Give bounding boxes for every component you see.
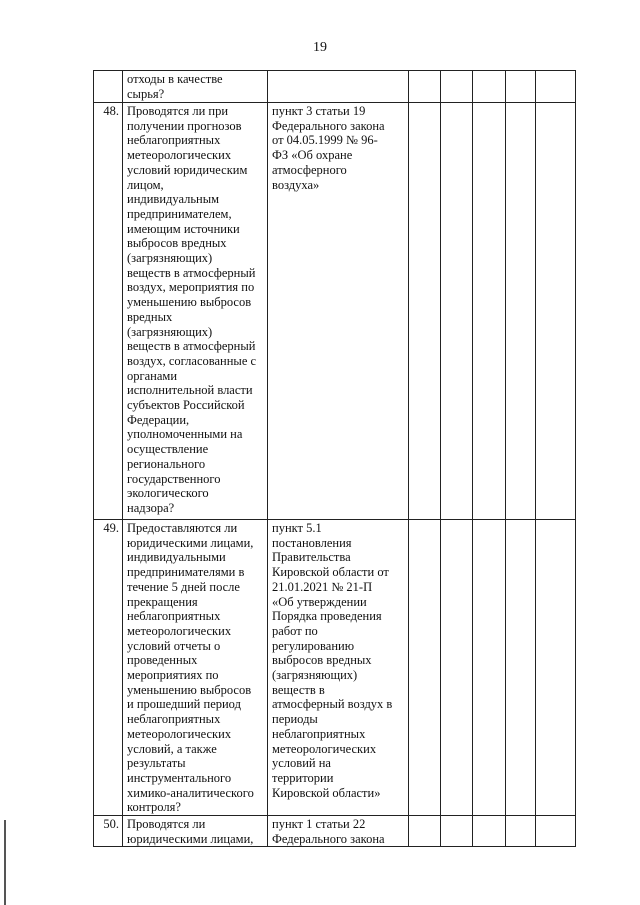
- table-row: [94, 103, 576, 520]
- table-body: [94, 71, 576, 847]
- cell-text-line: осуществление: [127, 442, 209, 457]
- cell-text-line: юридическими лицами,: [127, 831, 254, 846]
- row-number: 50.: [103, 817, 119, 832]
- row-number-cell: [94, 103, 123, 520]
- cell-text-line: Порядка проведения: [272, 609, 382, 624]
- cell-text-line: метеорологических: [127, 726, 232, 741]
- cell-text-line: пункт 3 статьи 19: [272, 104, 366, 118]
- cell-text-line: (загрязняющих): [127, 251, 213, 266]
- cell-text-line: контроля?: [127, 800, 181, 815]
- cell-text-line: метеорологических: [127, 148, 232, 163]
- cell-text-line: мероприятиях по: [127, 668, 219, 683]
- cell-text-line: атмосферный воздух в: [272, 697, 393, 712]
- cell-text-line: веществ в атмосферный: [127, 339, 256, 354]
- cell-text-line: инструментального: [127, 770, 232, 785]
- empty-cell: [536, 816, 576, 847]
- cell-text-line: неблагоприятных: [127, 133, 221, 148]
- reference-cell: [268, 520, 409, 816]
- cell-text-line: получении прогнозов: [127, 118, 242, 133]
- scan-edge-line: [4, 820, 6, 905]
- question-cell: [123, 816, 268, 847]
- cell-text-line: Федерального закона: [272, 118, 385, 133]
- empty-cell: [441, 816, 473, 847]
- row-number-cell: [94, 520, 123, 816]
- cell-text-line: работ по: [272, 623, 318, 638]
- cell-text-line: атмосферного: [272, 162, 347, 177]
- row-number: 48.: [103, 104, 119, 118]
- cell-text-line: условий юридическим: [127, 162, 248, 177]
- row-number: 49.: [103, 521, 119, 535]
- question-cell: [123, 103, 268, 520]
- cell-text-line: от 04.05.1999 № 96-: [272, 133, 378, 148]
- cell-text-line: условий, а также: [127, 741, 217, 756]
- empty-cell: [536, 520, 576, 816]
- row-number-cell: [94, 71, 123, 103]
- cell-text-line: уменьшению выбросов: [127, 682, 252, 697]
- cell-text-line: надзора?: [127, 500, 175, 515]
- empty-cell: [441, 71, 473, 103]
- cell-text-line: воздуха»: [272, 177, 320, 192]
- cell-text-line: результаты: [127, 756, 186, 771]
- cell-text-line: веществ в атмосферный: [127, 265, 256, 280]
- table-row: [94, 816, 576, 847]
- cell-text-line: Проводятся ли при: [127, 104, 229, 118]
- cell-text-line: лицом,: [127, 177, 164, 192]
- cell-text-line: Предоставляются ли: [127, 521, 238, 535]
- reference-cell: [268, 103, 409, 520]
- cell-text-line: субъектов Российской: [127, 398, 245, 413]
- cell-text-line: химико-аналитического: [127, 785, 254, 800]
- empty-cell: [441, 103, 473, 520]
- empty-cell: [409, 816, 441, 847]
- cell-text-line: «Об утверждении: [272, 594, 367, 609]
- cell-text-line: условий отчеты о: [127, 638, 221, 653]
- question-cell: [123, 520, 268, 816]
- empty-cell: [409, 520, 441, 816]
- cell-text-line: предпринимателем,: [127, 206, 232, 221]
- inspection-checklist-table: [93, 70, 576, 847]
- cell-text-line: и прошедший период: [127, 697, 241, 712]
- cell-text-line: выбросов вредных: [272, 653, 372, 668]
- cell-text-line: имеющим источники: [127, 221, 240, 236]
- cell-text-line: индивидуальными: [127, 550, 226, 565]
- empty-cell: [506, 103, 536, 520]
- cell-text-line: неблагоприятных: [127, 712, 221, 727]
- cell-text-line: условий на: [272, 756, 331, 771]
- cell-text-line: пункт 5.1: [272, 521, 322, 535]
- empty-cell: [506, 71, 536, 103]
- cell-text-line: экологического: [127, 486, 209, 501]
- cell-text-line: Правительства: [272, 550, 351, 565]
- cell-text-line: воздух, мероприятия по: [127, 280, 255, 295]
- empty-cell: [473, 816, 506, 847]
- reference-cell: [268, 71, 409, 103]
- cell-text-line: постановления: [272, 535, 352, 550]
- cell-text-line: 21.01.2021 № 21-П: [272, 579, 373, 594]
- cell-text-line: регулированию: [272, 638, 355, 653]
- cell-text-line: индивидуальным: [127, 192, 220, 207]
- cell-text-line: отходы в качестве: [127, 72, 223, 86]
- cell-text-line: неблагоприятных: [272, 726, 366, 741]
- table-row: [94, 71, 576, 103]
- cell-text-line: уменьшению выбросов: [127, 295, 252, 310]
- cell-text-line: воздух, согласованные с: [127, 353, 257, 368]
- cell-text-line: территории: [272, 770, 334, 785]
- cell-text-line: Федерального закона: [272, 831, 385, 846]
- cell-text-line: ФЗ «Об охране: [272, 148, 353, 163]
- cell-text-line: (загрязняющих): [272, 668, 358, 683]
- cell-text-line: метеорологических: [272, 741, 377, 756]
- empty-cell: [409, 71, 441, 103]
- cell-text-line: пункт 1 статьи 22: [272, 817, 366, 832]
- question-cell: [123, 71, 268, 103]
- cell-text-line: прекращения: [127, 594, 198, 609]
- empty-cell: [409, 103, 441, 520]
- cell-text-line: государственного: [127, 471, 221, 486]
- cell-text-line: периоды: [272, 712, 318, 727]
- cell-text-line: неблагоприятных: [127, 609, 221, 624]
- empty-cell: [506, 816, 536, 847]
- cell-text-line: исполнительной власти: [127, 383, 253, 398]
- cell-text-line: органами: [127, 368, 178, 383]
- row-number-cell: [94, 816, 123, 847]
- empty-cell: [536, 71, 576, 103]
- cell-text-line: Проводятся ли: [127, 817, 206, 832]
- page-number: 19: [313, 40, 327, 55]
- cell-text-line: веществ в: [272, 682, 325, 697]
- cell-text-line: регионального: [127, 456, 206, 471]
- cell-text-line: метеорологических: [127, 623, 232, 638]
- cell-text-line: предпринимателями в: [127, 565, 245, 580]
- cell-text-line: течение 5 дней после: [127, 579, 240, 594]
- empty-cell: [473, 71, 506, 103]
- cell-text-line: выбросов вредных: [127, 236, 227, 251]
- cell-text-line: вредных: [127, 309, 173, 324]
- empty-cell: [473, 520, 506, 816]
- table-row: [94, 520, 576, 816]
- empty-cell: [473, 103, 506, 520]
- empty-cell: [506, 520, 536, 816]
- cell-text-line: (загрязняющих): [127, 324, 213, 339]
- cell-text-line: Федерации,: [127, 412, 190, 427]
- cell-text-line: проведенных: [127, 653, 198, 668]
- cell-text-line: юридическими лицами,: [127, 535, 254, 550]
- cell-text-line: Кировской области от: [272, 565, 389, 580]
- cell-text-line: уполномоченными на: [127, 427, 243, 442]
- cell-text-line: сырья?: [127, 86, 165, 101]
- reference-cell: [268, 816, 409, 847]
- empty-cell: [441, 520, 473, 816]
- cell-text-line: Кировской области»: [272, 785, 381, 800]
- empty-cell: [536, 103, 576, 520]
